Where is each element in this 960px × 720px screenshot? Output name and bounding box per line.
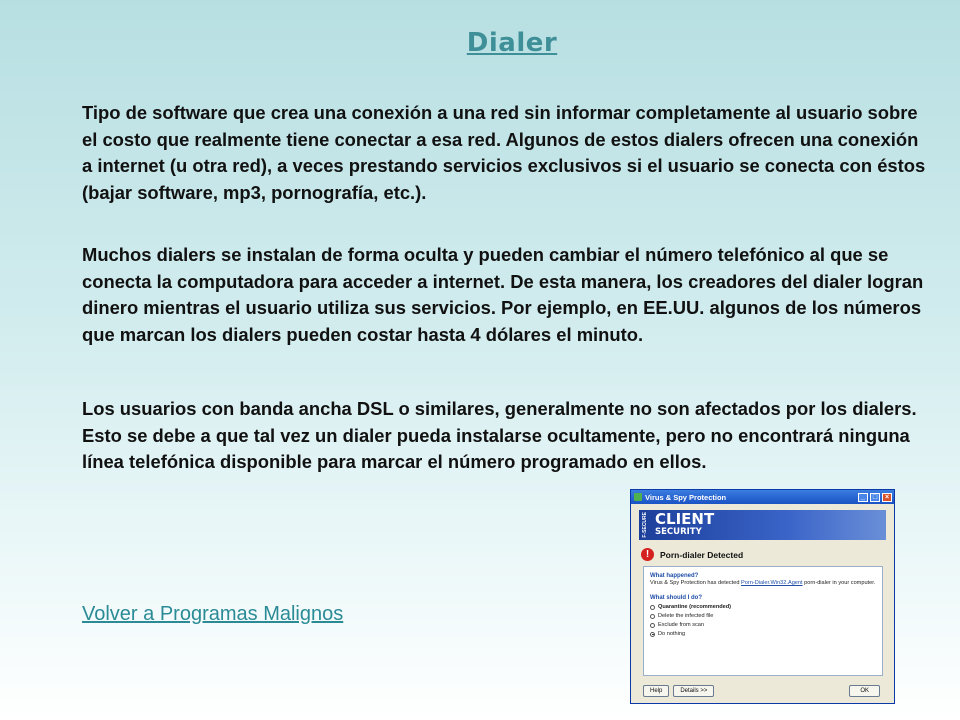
option-delete: Delete the infected file xyxy=(650,613,876,619)
radio-selected-icon xyxy=(650,632,655,637)
alert-icon: ! xyxy=(641,548,654,561)
help-button: Help xyxy=(643,685,669,697)
question-what-to-do: What should I do? xyxy=(650,595,702,601)
details-button: Details >> xyxy=(673,685,714,697)
radio-icon xyxy=(650,614,655,619)
detection-description: Virus & Spy Protection has detected Porn-Dialer.Win32.Agent porn-dialer in your computer. xyxy=(650,580,876,586)
page-title: Dialer xyxy=(466,28,558,58)
paragraph-definition: Tipo de software que crea una conexión a una red sin informar completamente al usuario sobre el costo que realmente tiene conectar a esa red. Algunos de estos dialers ofrecen una conexión a internet (u otra red), a veces prestando servicios exclusivos si el usuario se conecta con éstos (bajar software, mp3, pornografía, etc.). xyxy=(82,102,926,203)
close-icon: × xyxy=(882,493,892,502)
minimize-icon: _ xyxy=(858,493,868,502)
back-link[interactable]: Volver a Programas Malignos xyxy=(82,603,344,625)
ok-button: OK xyxy=(849,685,880,697)
alert-text: Porn-dialer Detected xyxy=(660,549,744,560)
alert-row xyxy=(641,548,884,561)
window-title: Virus & Spy Protection xyxy=(645,492,727,502)
threat-link: Porn-Dialer.Win32.Agent xyxy=(741,580,803,586)
maximize-icon: □ xyxy=(870,493,880,502)
antivirus-screenshot xyxy=(630,489,895,704)
shield-icon xyxy=(634,493,642,501)
dialog-footer xyxy=(643,685,884,697)
product-name: CLIENT xyxy=(655,510,715,528)
radio-icon xyxy=(650,605,655,610)
window-titlebar xyxy=(631,490,894,504)
paragraph-hidden-install: Muchos dialers se instalan de forma oculta y pueden cambiar el número telefónico al que se conecta la computadora para acceder a internet. De esta manera, los creadores del dialer logran dinero mientras el usuario utiliza sus servicios. Por ejemplo, en EE.UU. algunos de los números que marcan los dialers pueden costar hasta 4 dólares el minuto. xyxy=(82,244,924,345)
question-what-happened: What happened? xyxy=(650,573,699,579)
details-panel xyxy=(643,566,883,676)
radio-icon xyxy=(650,623,655,628)
product-banner xyxy=(639,510,886,540)
option-do-nothing: Do nothing xyxy=(650,631,876,637)
option-quarantine: Quarantine (recommended) xyxy=(650,604,876,610)
paragraph-broadband: Los usuarios con banda ancha DSL o similares, generalmente no son afectados por los dialers. Esto se debe a que tal vez un dialer pueda instalarse ocultamente, pero no encontrará ninguna línea telefónica disponible para marcar el número programado en ellos. xyxy=(82,398,917,472)
option-exclude: Exclude from scan xyxy=(650,622,876,628)
product-subname: SECURITY xyxy=(655,527,702,537)
brand-label: F-SECURE xyxy=(642,512,648,538)
